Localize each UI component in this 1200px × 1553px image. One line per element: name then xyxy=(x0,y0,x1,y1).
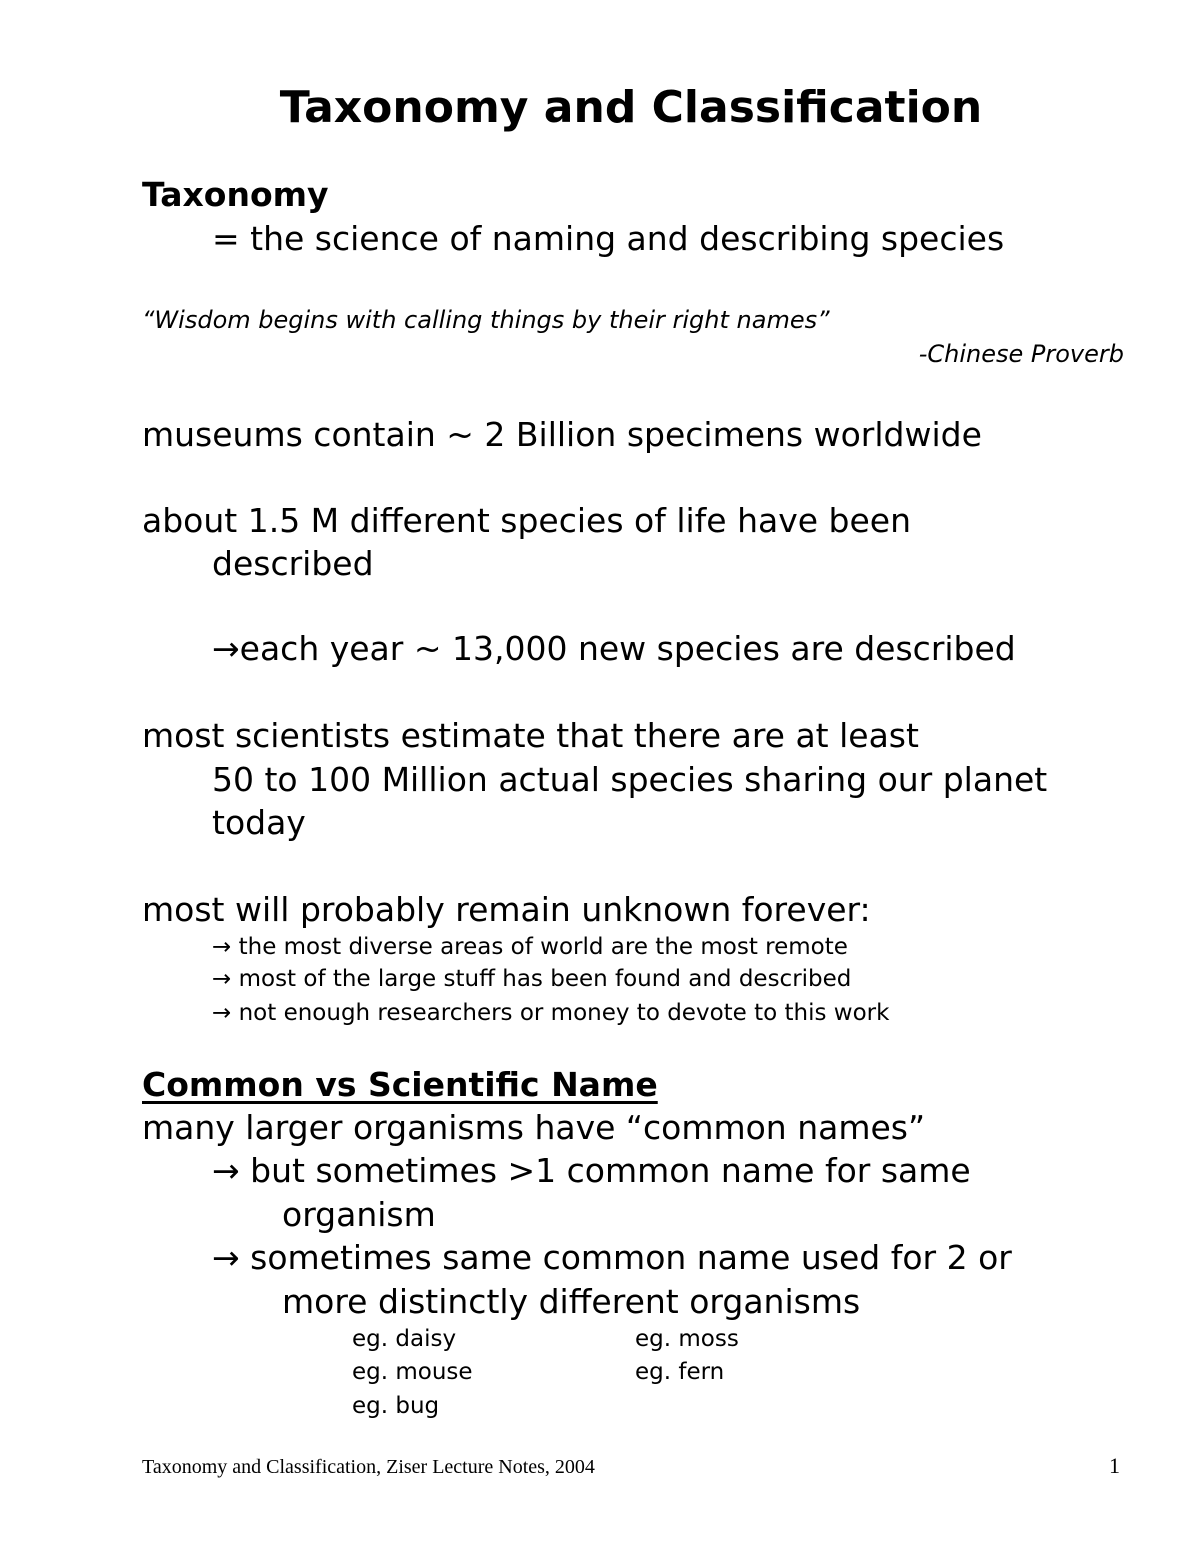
page-title: Taxonomy and Classification xyxy=(279,82,983,133)
unknown-reason xyxy=(212,1002,889,1025)
arrow-right-icon: → xyxy=(212,966,232,992)
common-names-intro: many larger organisms have “common names” xyxy=(142,1108,926,1147)
fact-estimate-line1: most scientists estimate that there are at least xyxy=(142,716,919,755)
arrow-right-icon: → xyxy=(212,1238,240,1277)
fact-described-line2: described xyxy=(212,544,374,583)
arrow-right-icon: → xyxy=(212,1000,232,1026)
quote-attribution: -Chinese Proverb xyxy=(918,340,1124,368)
example-item: eg. fern xyxy=(635,1359,725,1385)
quote-text: “Wisdom begins with calling things by their right names” xyxy=(142,306,830,334)
taxonomy-heading: Taxonomy xyxy=(142,175,329,214)
unknown-heading: most will probably remain unknown forever: xyxy=(142,890,871,929)
example-item: eg. moss xyxy=(635,1326,739,1352)
arrow-right-icon: → xyxy=(212,1151,240,1190)
fact-per-year-text: each year ~ 13,000 new species are described xyxy=(239,629,1016,668)
example-item: eg. mouse xyxy=(352,1359,473,1385)
fact-described-line1: about 1.5 M different species of life have been xyxy=(142,501,911,540)
fact-estimate-line2: 50 to 100 Million actual species sharing our planet xyxy=(212,760,1048,799)
common-names-point-1-text: but sometimes >1 common name for same xyxy=(250,1151,971,1190)
unknown-reason-text: the most diverse areas of world are the most remote xyxy=(238,934,848,960)
common-names-point-1 xyxy=(212,1151,971,1190)
common-names-point-2-text: sometimes same common name used for 2 or xyxy=(250,1238,1012,1277)
common-names-point-2 xyxy=(212,1238,1012,1277)
unknown-reason-text: most of the large stuff has been found and described xyxy=(238,966,852,992)
common-names-point-2-line2: more distinctly different organisms xyxy=(282,1282,861,1321)
page-number: 1 xyxy=(1109,1453,1120,1478)
example-item: eg. daisy xyxy=(352,1326,457,1352)
common-names-point-1-line2: organism xyxy=(282,1195,436,1234)
unknown-reason xyxy=(212,968,851,991)
common-vs-scientific-heading: Common vs Scientific Name xyxy=(142,1065,658,1104)
unknown-reason xyxy=(212,936,848,959)
unknown-reason-text: not enough researchers or money to devote to this work xyxy=(238,1000,890,1026)
taxonomy-definition: = the science of naming and describing species xyxy=(212,219,1005,258)
fact-per-year xyxy=(212,629,1016,668)
fact-museums: museums contain ~ 2 Billion specimens worldwide xyxy=(142,415,982,454)
arrow-right-icon: → xyxy=(212,934,232,960)
fact-estimate-line3: today xyxy=(212,803,306,842)
footer-text: Taxonomy and Classification, Ziser Lecture Notes, 2004 xyxy=(142,1456,595,1478)
example-item: eg. bug xyxy=(352,1393,440,1419)
arrow-right-icon: → xyxy=(212,629,240,668)
